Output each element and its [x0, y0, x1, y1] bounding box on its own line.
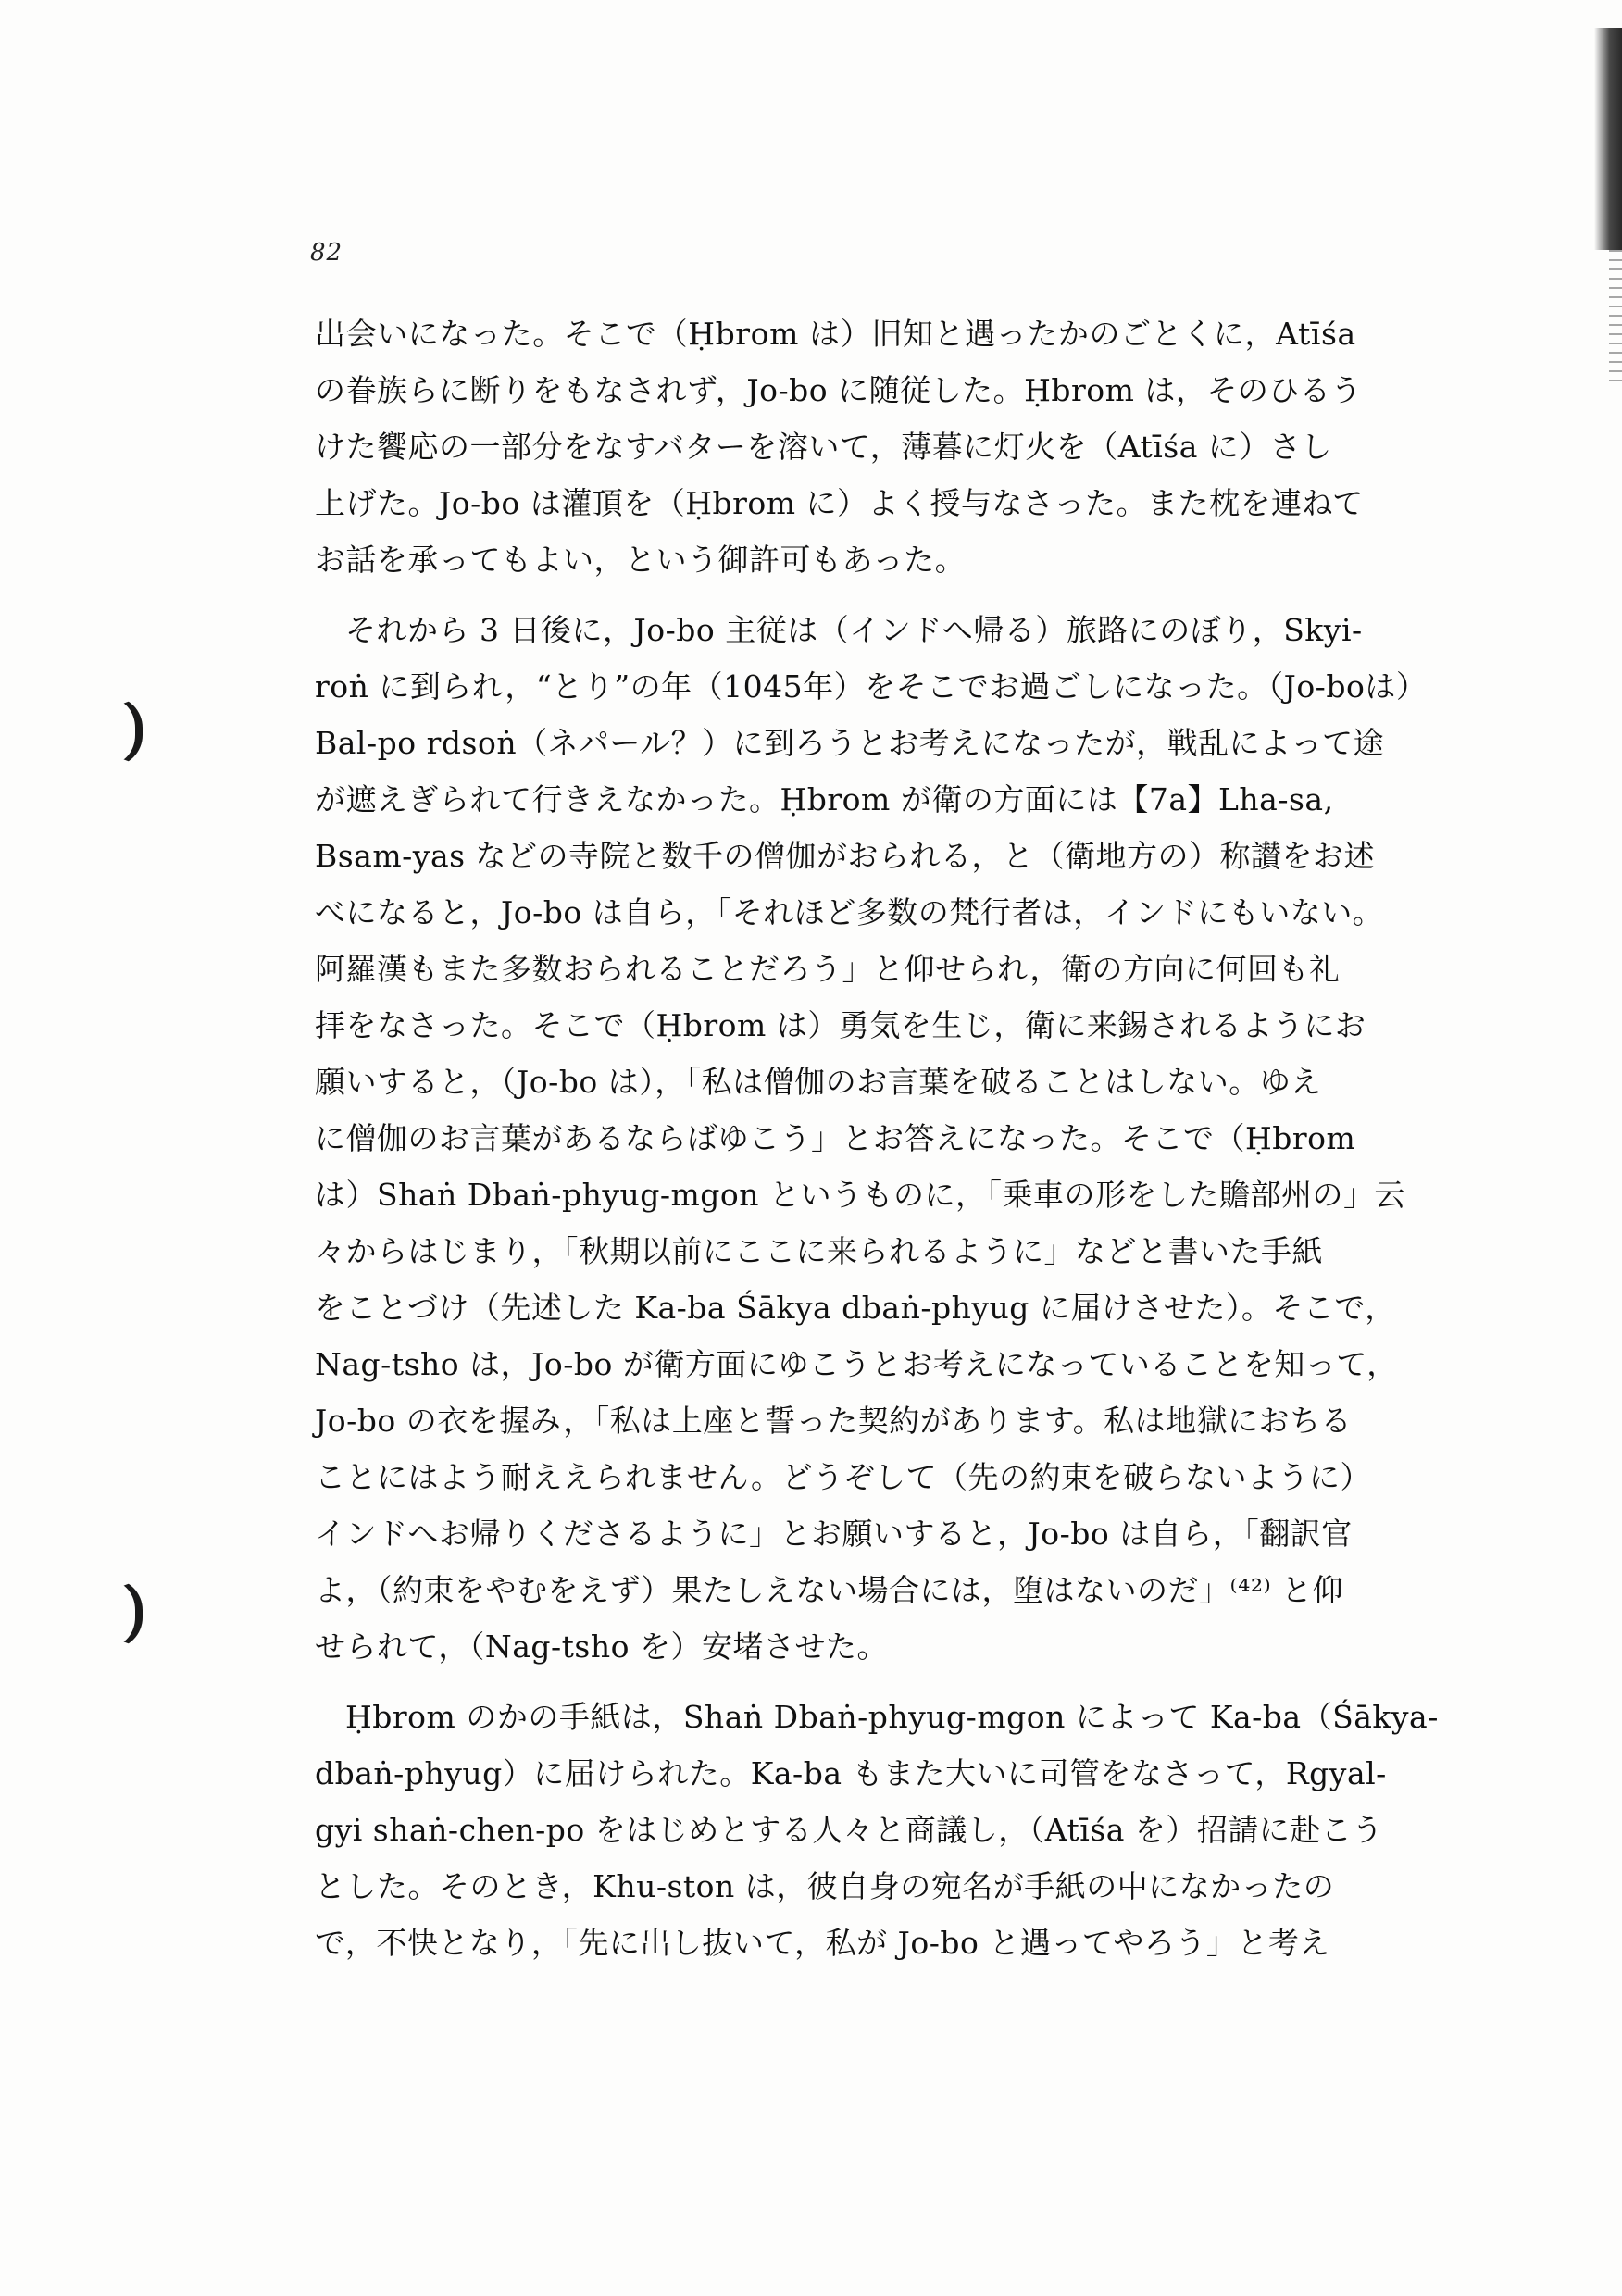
text-line: お話を承ってもよい，という御許可もあった。	[315, 542, 967, 578]
text-line: 願いすると，（Jo-bo は），「私は僧伽のお言葉を破ることはしない。ゆえ	[315, 1064, 1322, 1100]
text-line: をことづけ（先述した Ka-ba Śākya dbaṅ-phyug に届けさせた）。そこで，	[315, 1290, 1396, 1326]
text-line: gyi shaṅ-chen-po をはじめとする人々と商議し，（Atīśa を）招請に赴こう	[315, 1812, 1383, 1848]
text-line: それから 3 日後に，Jo-bo 主従は（インドへ帰る）旅路にのぼり，Skyi-	[345, 612, 1363, 648]
text-line: けた饗応の一部分をなすバターを溶いて，薄暮に灯火を（Atīśa に）さし	[315, 429, 1332, 465]
text-line: べになると，Jo-bo は自ら，「それほど多数の梵行者は，インドにもいない。	[315, 894, 1384, 930]
margin-bracket-mark	[111, 1578, 143, 1649]
text-line: が遮えぎられて行きえなかった。Ḥbrom が衛の方面には【7a】Lha-sa,	[315, 781, 1334, 817]
text-line: に僧伽のお言葉があるならばゆこう」とお答えになった。そこで（Ḥbrom	[315, 1120, 1356, 1156]
text-line: の眷族らに断りをもなされず，Jo-bo に随従した。Ḥbrom は，そのひるう	[315, 372, 1362, 408]
text-line: 々からはじまり，「秋期以前にここに来られるように」などと書いた手紙	[315, 1233, 1323, 1269]
binding-edge-dots	[1609, 250, 1622, 389]
text-line: 拝をなさった。そこで（Ḥbrom は）勇気を生じ，衛に来錫されるようにお	[315, 1007, 1366, 1043]
text-line: Nag-tsho は，Jo-bo が衛方面にゆこうとお考えになっていることを知って，	[315, 1346, 1398, 1382]
page-number: 82	[310, 239, 343, 267]
binding-edge-shadow	[1594, 28, 1622, 250]
text-line: 上げた。Jo-bo は灌頂を（Ḥbrom に）よく授与なさった。また枕を連ねて	[315, 485, 1364, 521]
text-line: 出会いになった。そこで（Ḥbrom は）旧知と遇ったかのごとくに，Atīśa	[315, 316, 1356, 352]
text-line: ことにはよう耐ええられません。どうぞして（先の約束を破らないように）	[315, 1459, 1371, 1495]
text-line: インドへお帰りくださるように」とお願いすると，Jo-bo は自ら，「翻訳官	[315, 1516, 1353, 1552]
text-line: Ḥbrom のかの手紙は，Shaṅ Dbaṅ-phyug-mgon によって Ka-ba（Śākya-	[345, 1699, 1439, 1735]
text-line: Bsam-yas などの寺院と数千の僧伽がおられる，と（衛地方の）称讃をお述	[315, 838, 1376, 874]
margin-bracket-mark	[111, 696, 143, 767]
text-line: dbaṅ-phyug）に届けられた。Ka-ba もまた大いに司管をなさって，Rgyal-	[315, 1755, 1387, 1791]
text-line: は）Shaṅ Dbaṅ-phyug-mgon というものに，「乗車の形をした贍部州の」云	[315, 1177, 1406, 1213]
text-line: roṅ に到られ，“とり”の年（1045年）をそこでお過ごしになった。（Jo-boは）	[315, 668, 1428, 705]
text-line: Bal-po rdsoṅ（ネパール？）に到ろうとお考えになったが，戦乱によって途	[315, 725, 1385, 761]
body-text	[315, 306, 1444, 1971]
text-line: とした。そのとき，Khu-ston は，彼自身の宛名が手紙の中になかったの	[315, 1868, 1335, 1904]
text-line: で，不快となり，「先に出し抜いて，私が Jo-bo と遇ってやろう」と考え	[315, 1925, 1330, 1961]
text-line: 阿羅漢もまた多数おられることだろう」と仰せられ，衛の方向に何回も礼	[315, 951, 1341, 987]
paragraph-gap	[315, 588, 1444, 602]
text-line: よ，（約束をやむをえず）果たしえない場合には，堕はないのだ」⁽⁴²⁾ と仰	[315, 1572, 1344, 1608]
text-line: せられて，（Nag-tsho を）安堵させた。	[315, 1628, 888, 1665]
text-line: Jo-bo の衣を握み，「私は上座と誓った契約があります。私は地獄におちる	[315, 1403, 1353, 1439]
paragraph-gap	[315, 1675, 1444, 1689]
